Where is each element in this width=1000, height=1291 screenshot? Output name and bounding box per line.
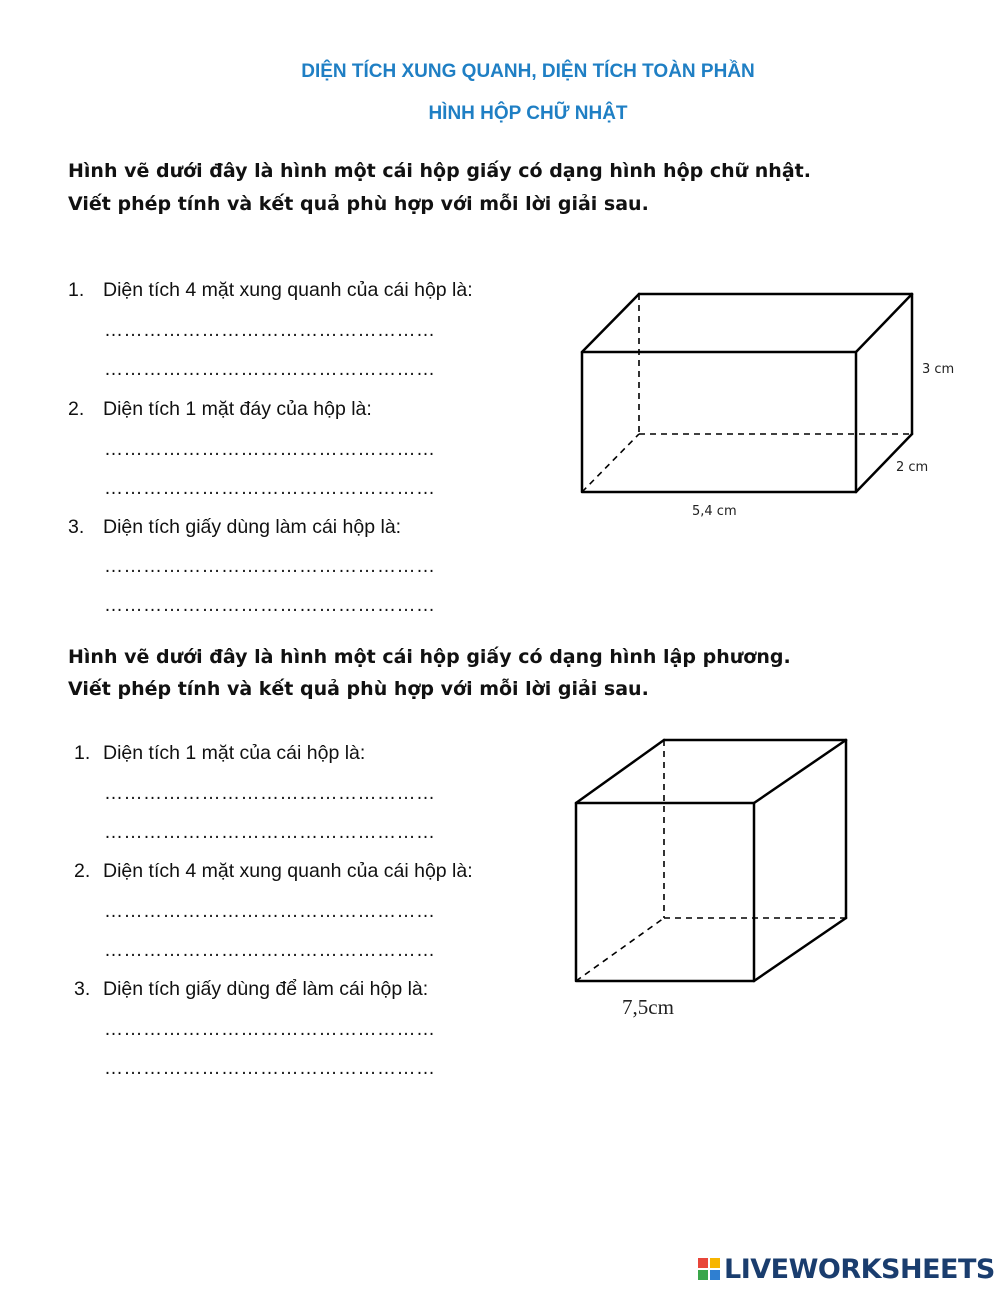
answer-line[interactable]: …………………………………………… [104, 320, 436, 341]
box-top-right-edge [856, 294, 912, 352]
box-top-left-edge [582, 294, 639, 352]
section2-instruction-line1: Hình vẽ dưới đây là hình một cái hộp giấy có dạng hình lập phương. [68, 646, 791, 668]
answer-line[interactable]: …………………………………………… [104, 901, 436, 922]
rectangular-box-figure [570, 280, 970, 540]
answer-line[interactable]: …………………………………………… [104, 359, 436, 380]
answer-line[interactable]: …………………………………………… [104, 595, 436, 616]
answer-line[interactable]: …………………………………………… [104, 1019, 436, 1040]
answer-line[interactable]: …………………………………………… [104, 822, 436, 843]
answer-line[interactable]: …………………………………………… [104, 1058, 436, 1079]
cube-front-face [576, 803, 754, 981]
answer-line[interactable]: …………………………………………… [104, 940, 436, 961]
worksheet-title-line1: DIỆN TÍCH XUNG QUANH, DIỆN TÍCH TOÀN PHẦN [301, 61, 755, 82]
box-hidden-depth-edge [582, 434, 639, 492]
box-height-label: 3 cm [922, 362, 955, 377]
section1-instruction-line1: Hình vẽ dưới đây là hình một cái hộp giấy có dạng hình hộp chữ nhật. [68, 160, 811, 182]
liveworksheets-logo [698, 1252, 995, 1286]
box-front-face [582, 352, 856, 492]
section1-question-1: 1. Diện tích 4 mặt xung quanh của cái hộp là: [68, 279, 473, 301]
answer-line[interactable]: …………………………………………… [104, 439, 436, 460]
cube-hidden-depth-edge [576, 918, 664, 981]
section1-question-2: 2. Diện tích 1 mặt đáy của hộp là: [68, 398, 372, 420]
section2-question-2: 2. Diện tích 4 mặt xung quanh của cái hộp là: [74, 860, 473, 882]
section2-instruction-line2: Viết phép tính và kết quả phù hợp với mỗi lời giải sau. [68, 678, 649, 700]
answer-line[interactable]: …………………………………………… [104, 478, 436, 499]
section1-instruction-line2: Viết phép tính và kết quả phù hợp với mỗi lời giải sau. [68, 193, 649, 215]
answer-line[interactable]: …………………………………………… [104, 556, 436, 577]
logo-text: LIVEWORKSHEETS [724, 1253, 995, 1285]
cube-top-left-edge [576, 740, 664, 803]
cube-bottom-right-edge [754, 918, 846, 981]
box-length-label: 5,4 cm [692, 504, 737, 519]
cube-figure [565, 730, 865, 1020]
answer-line[interactable]: …………………………………………… [104, 783, 436, 804]
cube-top-right-edge [754, 740, 846, 803]
section2-question-3: 3. Diện tích giấy dùng để làm cái hộp là: [74, 978, 429, 1000]
cube-edge-label: 7,5cm [622, 995, 674, 1019]
logo-blocks-icon [698, 1258, 720, 1280]
section1-question-3: 3. Diện tích giấy dùng làm cái hộp là: [68, 516, 402, 538]
worksheet-title-line2: HÌNH HỘP CHỮ NHẬT [428, 103, 628, 124]
section2-question-1: 1. Diện tích 1 mặt của cái hộp là: [74, 742, 366, 764]
box-depth-label: 2 cm [896, 460, 929, 475]
